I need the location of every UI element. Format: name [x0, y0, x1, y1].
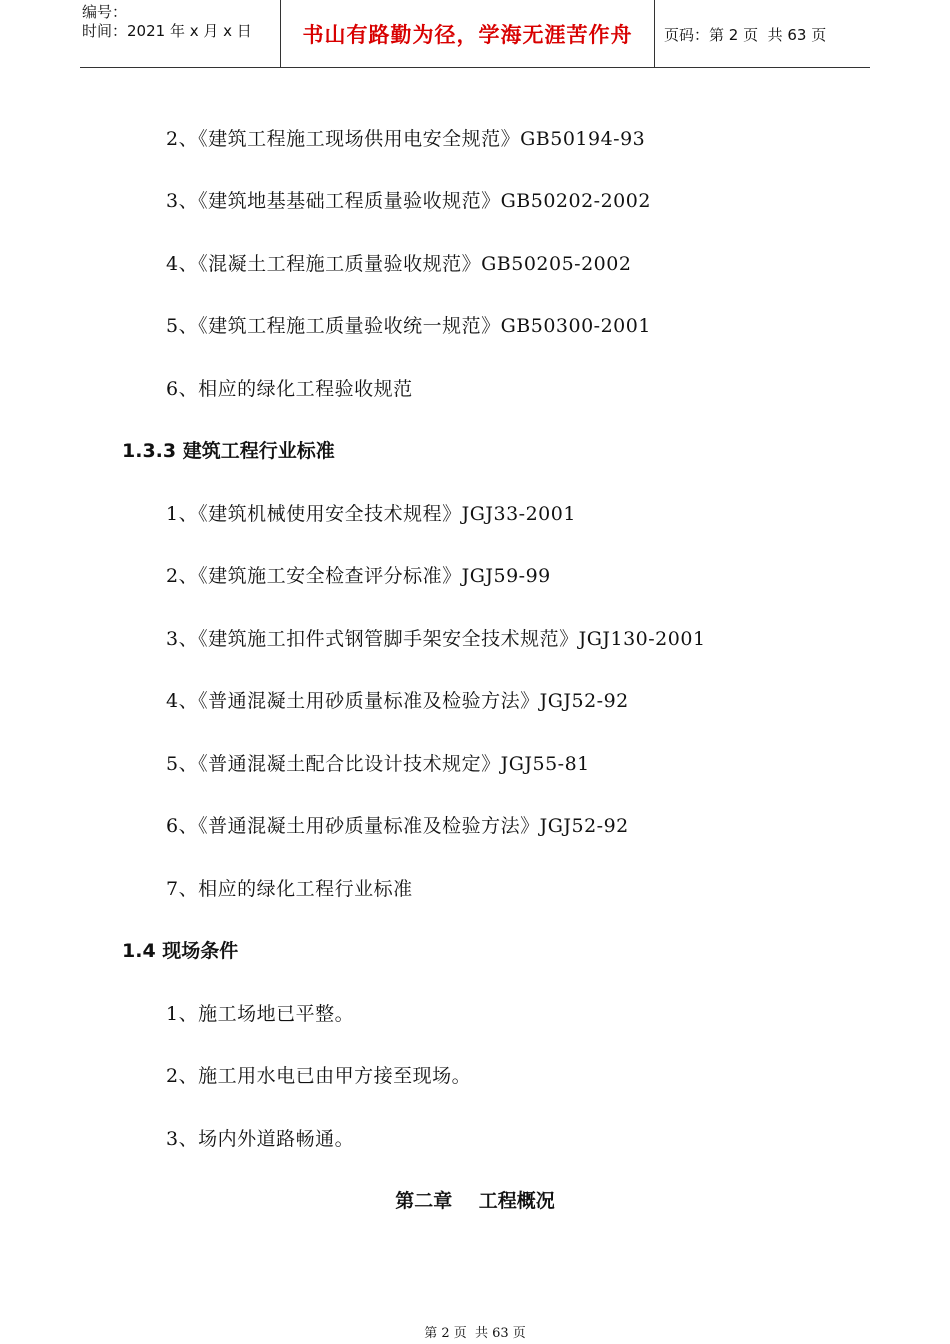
list-item: 4、《混凝土工程施工质量验收规范》GB50205-2002 — [166, 253, 632, 275]
page-header — [80, 0, 870, 68]
list-item: 6、《普通混凝土用砂质量标准及检验方法》JGJ52-92 — [166, 815, 629, 837]
list-item: 6、相应的绿化工程验收规范 — [166, 378, 413, 400]
document-number-label: 编号： — [82, 3, 128, 21]
header-motto: 书山有路勤为径，学海无涯苦作舟 — [302, 23, 633, 47]
section-heading-14: 1.4 现场条件 — [122, 940, 239, 962]
section-heading-133: 1.3.3 建筑工程行业标准 — [122, 440, 335, 462]
list-item: 3、《建筑地基基础工程质量验收规范》GB50202-2002 — [166, 190, 651, 212]
header-meta-cell — [80, 0, 281, 68]
list-item: 3、场内外道路畅通。 — [166, 1128, 355, 1150]
list-item: 7、相应的绿化工程行业标准 — [166, 878, 413, 900]
list-item: 1、施工场地已平整。 — [166, 1003, 355, 1025]
list-item: 5、《普通混凝土配合比设计技术规定》JGJ55-81 — [166, 753, 590, 775]
list-item: 2、《建筑工程施工现场供用电安全规范》GB50194-93 — [166, 128, 646, 150]
header-page-info: 页码：第 2 页 共 63 页 — [664, 25, 827, 44]
list-item: 3、《建筑施工扣件式钢管脚手架安全技术规范》JGJ130-2001 — [166, 628, 706, 650]
list-item: 1、《建筑机械使用安全技术规程》JGJ33-2001 — [166, 503, 576, 525]
page-footer: 第 2 页 共 63 页 — [424, 1326, 526, 1341]
list-item: 2、《建筑施工安全检查评分标准》JGJ59-99 — [166, 565, 551, 587]
document-time-label: 时间：2021 年 x 月 x 日 — [82, 22, 252, 40]
chapter-title: 第二章 工程概况 — [395, 1190, 555, 1212]
header-motto-cell — [281, 0, 655, 68]
list-item: 4、《普通混凝土用砂质量标准及检验方法》JGJ52-92 — [166, 690, 629, 712]
header-page-cell — [655, 0, 870, 68]
list-item: 2、施工用水电已由甲方接至现场。 — [166, 1065, 472, 1087]
list-item: 5、《建筑工程施工质量验收统一规范》GB50300-2001 — [166, 315, 651, 337]
